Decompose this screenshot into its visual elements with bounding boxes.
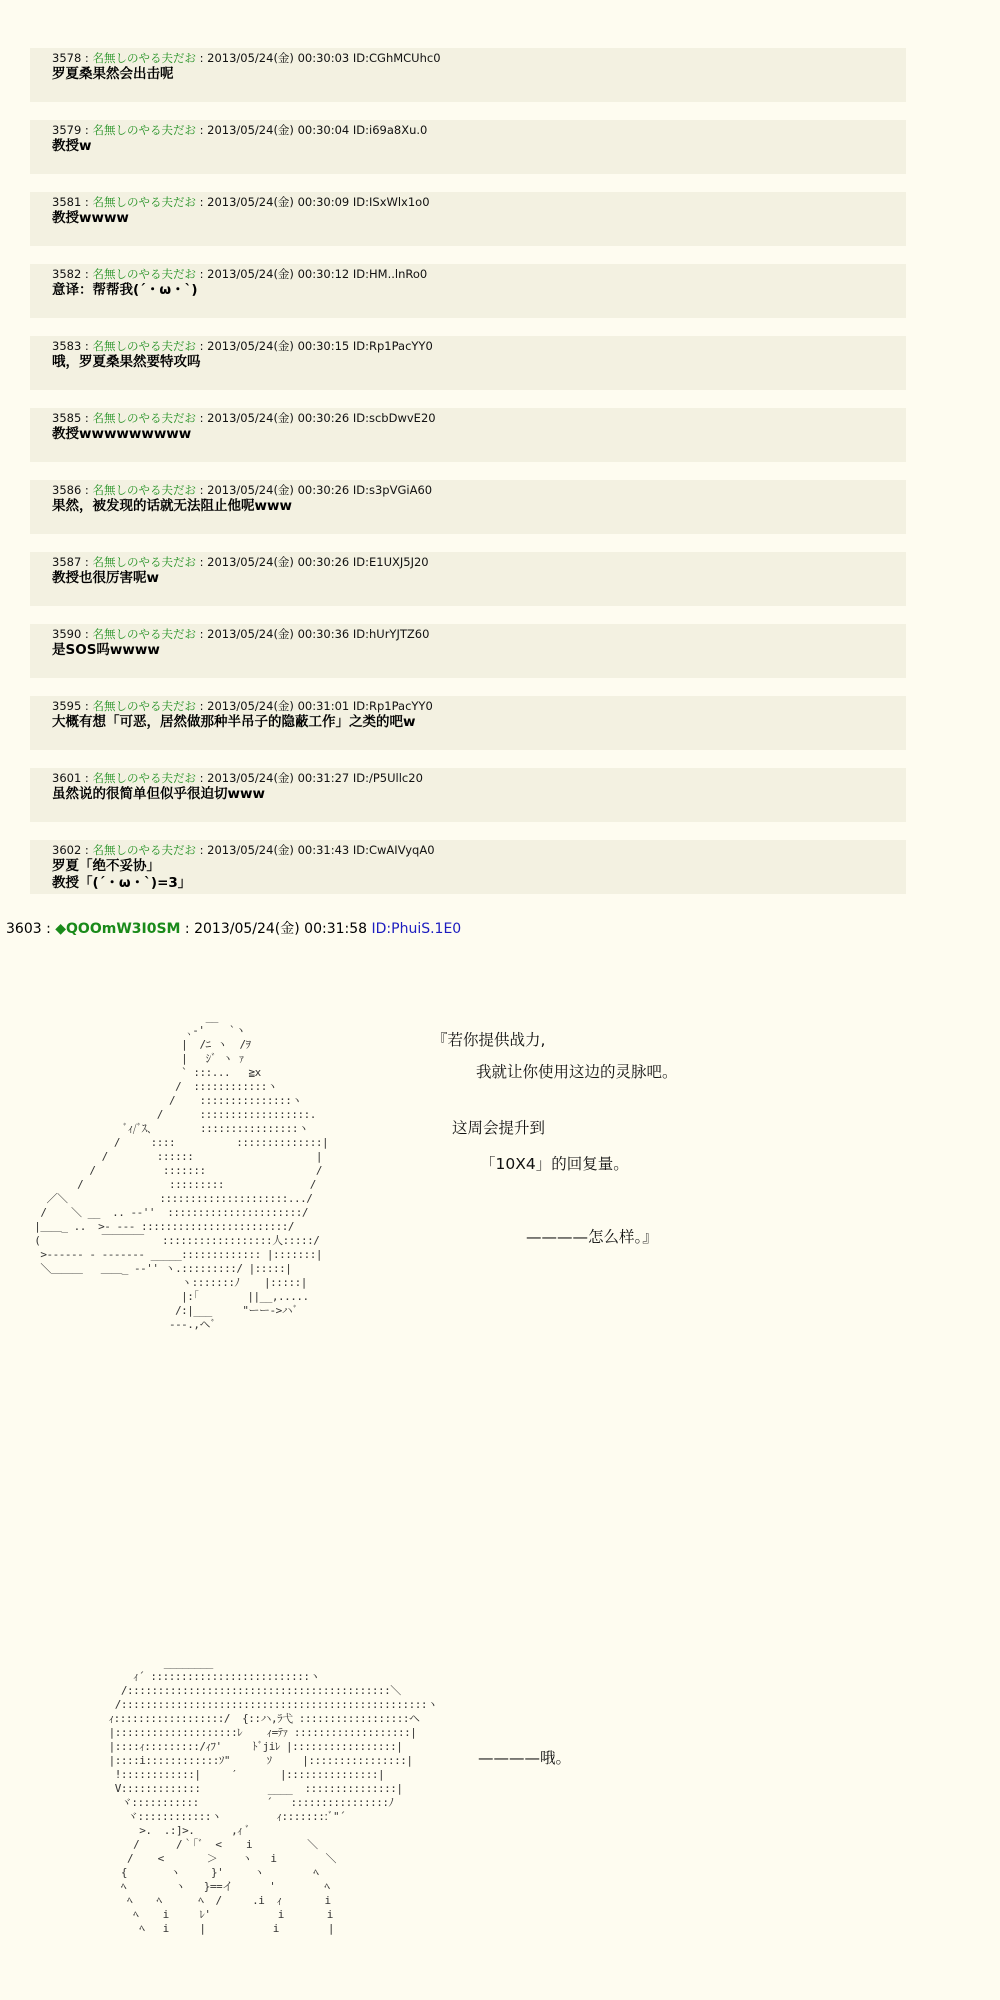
- response-body: 虽然说的很简单但似乎很迫切www: [52, 786, 265, 802]
- main-post-header: 3603 : ◆QOOmW3I0SM : 2013/05/24(金) 00:31:58 ID:PhuiS.1E0: [6, 921, 462, 937]
- response-name: 名無しのやる夫だお: [92, 51, 196, 65]
- response-number[interactable]: 3601: [52, 771, 82, 785]
- response-item: [30, 408, 906, 462]
- response-date: 2013/05/24(金) 00:30:26: [207, 483, 350, 497]
- response-number[interactable]: 3585: [52, 411, 82, 425]
- response-name: 名無しのやる夫だお: [92, 771, 196, 785]
- response-header: 3585 : 名無しのやる夫だお : 2013/05/24(金) 00:30:26 ID:scbDwvE20: [52, 411, 436, 425]
- response-date: 2013/05/24(金) 00:30:36: [207, 627, 350, 641]
- response-id: ID:ISxWlx1o0: [352, 195, 430, 209]
- response-id: ID:CGhMCUhc0: [352, 51, 441, 65]
- response-item: [30, 336, 906, 390]
- response-header: 3586 : 名無しのやる夫だお : 2013/05/24(金) 00:30:26 ID:s3pVGiA60: [52, 483, 433, 497]
- main-post-number[interactable]: 3603: [6, 921, 42, 937]
- response-body: 教授w: [52, 138, 92, 154]
- response-name: 名無しのやる夫だお: [92, 483, 196, 497]
- narration-line-6: ————哦。: [478, 1749, 572, 1767]
- response-id: ID:i69a8Xu.0: [352, 123, 428, 137]
- response-id: ID:CwAIVyqA0: [352, 843, 435, 857]
- response-header: 3578 : 名無しのやる夫だお : 2013/05/24(金) 00:30:03 ID:CGhMCUhc0: [52, 51, 441, 65]
- response-name: 名無しのやる夫だお: [92, 843, 196, 857]
- response-number[interactable]: 3602: [52, 843, 82, 857]
- response-id: ID:Rp1PacYY0: [352, 699, 433, 713]
- response-header: 3602 : 名無しのやる夫だお : 2013/05/24(金) 00:31:43 ID:CwAIVyqA0: [52, 843, 435, 857]
- response-number[interactable]: 3586: [52, 483, 82, 497]
- main-post-id: ID:PhuiS.1E0: [371, 921, 462, 937]
- response-name: 名無しのやる夫だお: [92, 267, 196, 281]
- response-header: 3581 : 名無しのやる夫だお : 2013/05/24(金) 00:30:09 ID:ISxWlx1o0: [52, 195, 430, 209]
- main-post-date: 2013/05/24(金) 00:31:58: [194, 921, 368, 937]
- response-date: 2013/05/24(金) 00:31:43: [207, 843, 350, 857]
- response-id: ID:hUrYJTZ60: [352, 627, 430, 641]
- response-body: 教授也很厉害呢w: [52, 570, 159, 586]
- response-body: 是SOS吗wwww: [52, 642, 160, 658]
- response-body: 大概有想「可恶，居然做那种半吊子的隐蔽工作」之类的吧w: [52, 714, 416, 730]
- response-number[interactable]: 3582: [52, 267, 82, 281]
- response-item: [30, 264, 906, 318]
- response-item: [30, 840, 906, 894]
- response-item: [30, 48, 906, 102]
- response-body: 哦，罗夏桑果然要特攻吗: [52, 354, 201, 370]
- response-id: ID:scbDwvE20: [352, 411, 436, 425]
- response-item: [30, 696, 906, 750]
- response-number[interactable]: 3578: [52, 51, 82, 65]
- response-header: 3595 : 名無しのやる夫だお : 2013/05/24(金) 00:31:01 ID:Rp1PacYY0: [52, 699, 433, 713]
- response-body: 果然，被发现的话就无法阻止他呢www: [52, 498, 292, 514]
- response-item: [30, 768, 906, 822]
- response-item: [30, 480, 906, 534]
- response-date: 2013/05/24(金) 00:31:27: [207, 771, 350, 785]
- response-body: 教授wwwwwwwww: [52, 426, 192, 442]
- response-body: 罗夏桑果然会出击呢: [52, 66, 174, 82]
- response-header: 3601 : 名無しのやる夫だお : 2013/05/24(金) 00:31:27 ID:/P5Ullc20: [52, 771, 423, 785]
- response-header: 3583 : 名無しのやる夫だお : 2013/05/24(金) 00:30:15 ID:Rp1PacYY0: [52, 339, 433, 353]
- narration-line-1: 『若你提供战力,: [432, 1031, 546, 1049]
- response-item: [30, 624, 906, 678]
- response-name: 名無しのやる夫だお: [92, 339, 196, 353]
- response-name: 名無しのやる夫だお: [92, 699, 196, 713]
- narration-line-4: 「10X4」的回复量。: [480, 1155, 629, 1173]
- response-header: 3582 : 名無しのやる夫だお : 2013/05/24(金) 00:30:12 ID:HM..lnRo0: [52, 267, 428, 281]
- response-date: 2013/05/24(金) 00:30:26: [207, 555, 350, 569]
- response-number[interactable]: 3579: [52, 123, 82, 137]
- narration-line-3: 这周会提升到: [452, 1119, 546, 1137]
- response-number[interactable]: 3587: [52, 555, 82, 569]
- response-body: 罗夏「绝不妥协」 教授「(´・ω・`)=3」: [52, 858, 192, 891]
- response-id: ID:s3pVGiA60: [352, 483, 433, 497]
- response-id: ID:E1UXJ5J20: [352, 555, 429, 569]
- response-name: 名無しのやる夫だお: [92, 627, 196, 641]
- response-date: 2013/05/24(金) 00:30:15: [207, 339, 350, 353]
- response-body: 意译：帮帮我(´・ω・`): [52, 282, 198, 298]
- response-item: [30, 192, 906, 246]
- response-number[interactable]: 3581: [52, 195, 82, 209]
- response-body: 教授wwww: [52, 210, 129, 226]
- response-item: [30, 120, 906, 174]
- ascii-art-bird: __ ､‐' `ヽ | /ﾆ ヽ /ｦ | ｼﾞ ヽ ｧ ` :::... ≧x / ::::::::::::ヽ / :::::::::::::::ヽ / ::::::::::::::::::. ﾞｨ/ﾞｽ、 ::::::::::::::::ヽ / :::: ::::::::::::::| / :::::: | / ::::::: / / ::::::::: / ／＼ :::::::::::::::::::::.../ / ＼ __ .. -‐'' ::::::::::::::::::::::/ |＿＿_ .. >‐ ‐‐‐ ::::::::::::::::::::::::/ ( ￣￣￣￣ ::::::::::::::::::人:::::/ >‐‐‐‐‐‐ ‐ ‐‐‐‐‐‐‐ _____::::::::::::: |:::::::| ＼＿＿＿ ＿＿_ ‐‐'' ヽ.:::::::::/ |:::::| ヽ:::::::ﾉ |:::::| |:｢ ||__,..... /:|___ "ーー->ハﾞ ‐‐‐.,ヘﾞ: [34, 1010, 329, 1331]
- response-number[interactable]: 3590: [52, 627, 82, 641]
- narration-line-5: ————怎么样。』: [526, 1228, 658, 1246]
- response-date: 2013/05/24(金) 00:30:26: [207, 411, 350, 425]
- response-date: 2013/05/24(金) 00:30:03: [207, 51, 350, 65]
- response-id: ID:/P5Ullc20: [352, 771, 423, 785]
- response-date: 2013/05/24(金) 00:30:09: [207, 195, 350, 209]
- response-name: 名無しのやる夫だお: [92, 195, 196, 209]
- response-list: [30, 48, 906, 912]
- response-number[interactable]: 3583: [52, 339, 82, 353]
- ascii-art-character: ________ ｨ´ ::::::::::::::::::::::::::ヽ /:::::::::::::::::::::::::::::::::::::::::::＼ /::::::::::::::::::::::::::::::::::::::::::::::::::ヽ ｨ::::::::::::::::::/ {::ハ,ﾗ弋 ::::::::::::::::::ヘ |::::::::::::::::::::ﾚ ｨ=ﾃｧ :::::::::::::::::::| |::::ｨ:::::::::/ｨﾌ' ﾄﾞjiﾚ |:::::::::::::::::| |::::i::::::::::::ｿ" ｿ |::::::::::::::::| !::::::::::::| ′ |:::::::::::::::| V::::::::::::: ____ :::::::::::::::| ヾ::::::::::: ´ ::::::::::::::::ﾉ ヾ::::::::::::ヽ ｨ::::::::ﾞ"´ >. .:]>. ,ｨ ﾞ / /｀｢ﾞ < i ＼ / < ＞ ヽ i ＼ { ヽ }' ヽ ﾍ ﾍ ヽ }==イ ' ﾍ ﾍ ﾍ ﾍ / .i ｨ i ﾍ i ﾚ' i i ﾍ i | i |: [108, 1656, 438, 1935]
- response-header: 3579 : 名無しのやる夫だお : 2013/05/24(金) 00:30:04 ID:i69a8Xu.0: [52, 123, 428, 137]
- response-id: ID:Rp1PacYY0: [352, 339, 433, 353]
- response-header: 3587 : 名無しのやる夫だお : 2013/05/24(金) 00:30:26 ID:E1UXJ5J20: [52, 555, 429, 569]
- response-name: 名無しのやる夫だお: [92, 555, 196, 569]
- response-name: 名無しのやる夫だお: [92, 411, 196, 425]
- response-date: 2013/05/24(金) 00:30:04: [207, 123, 350, 137]
- narration-line-2: 我就让你使用这边的灵脉吧。: [476, 1063, 678, 1081]
- response-number[interactable]: 3595: [52, 699, 82, 713]
- response-id: ID:HM..lnRo0: [352, 267, 428, 281]
- response-date: 2013/05/24(金) 00:31:01: [207, 699, 350, 713]
- main-post-trip: ◆QOOmW3I0SM: [55, 921, 181, 937]
- response-item: [30, 552, 906, 606]
- response-date: 2013/05/24(金) 00:30:12: [207, 267, 350, 281]
- response-name: 名無しのやる夫だお: [92, 123, 196, 137]
- response-header: 3590 : 名無しのやる夫だお : 2013/05/24(金) 00:30:36 ID:hUrYJTZ60: [52, 627, 430, 641]
